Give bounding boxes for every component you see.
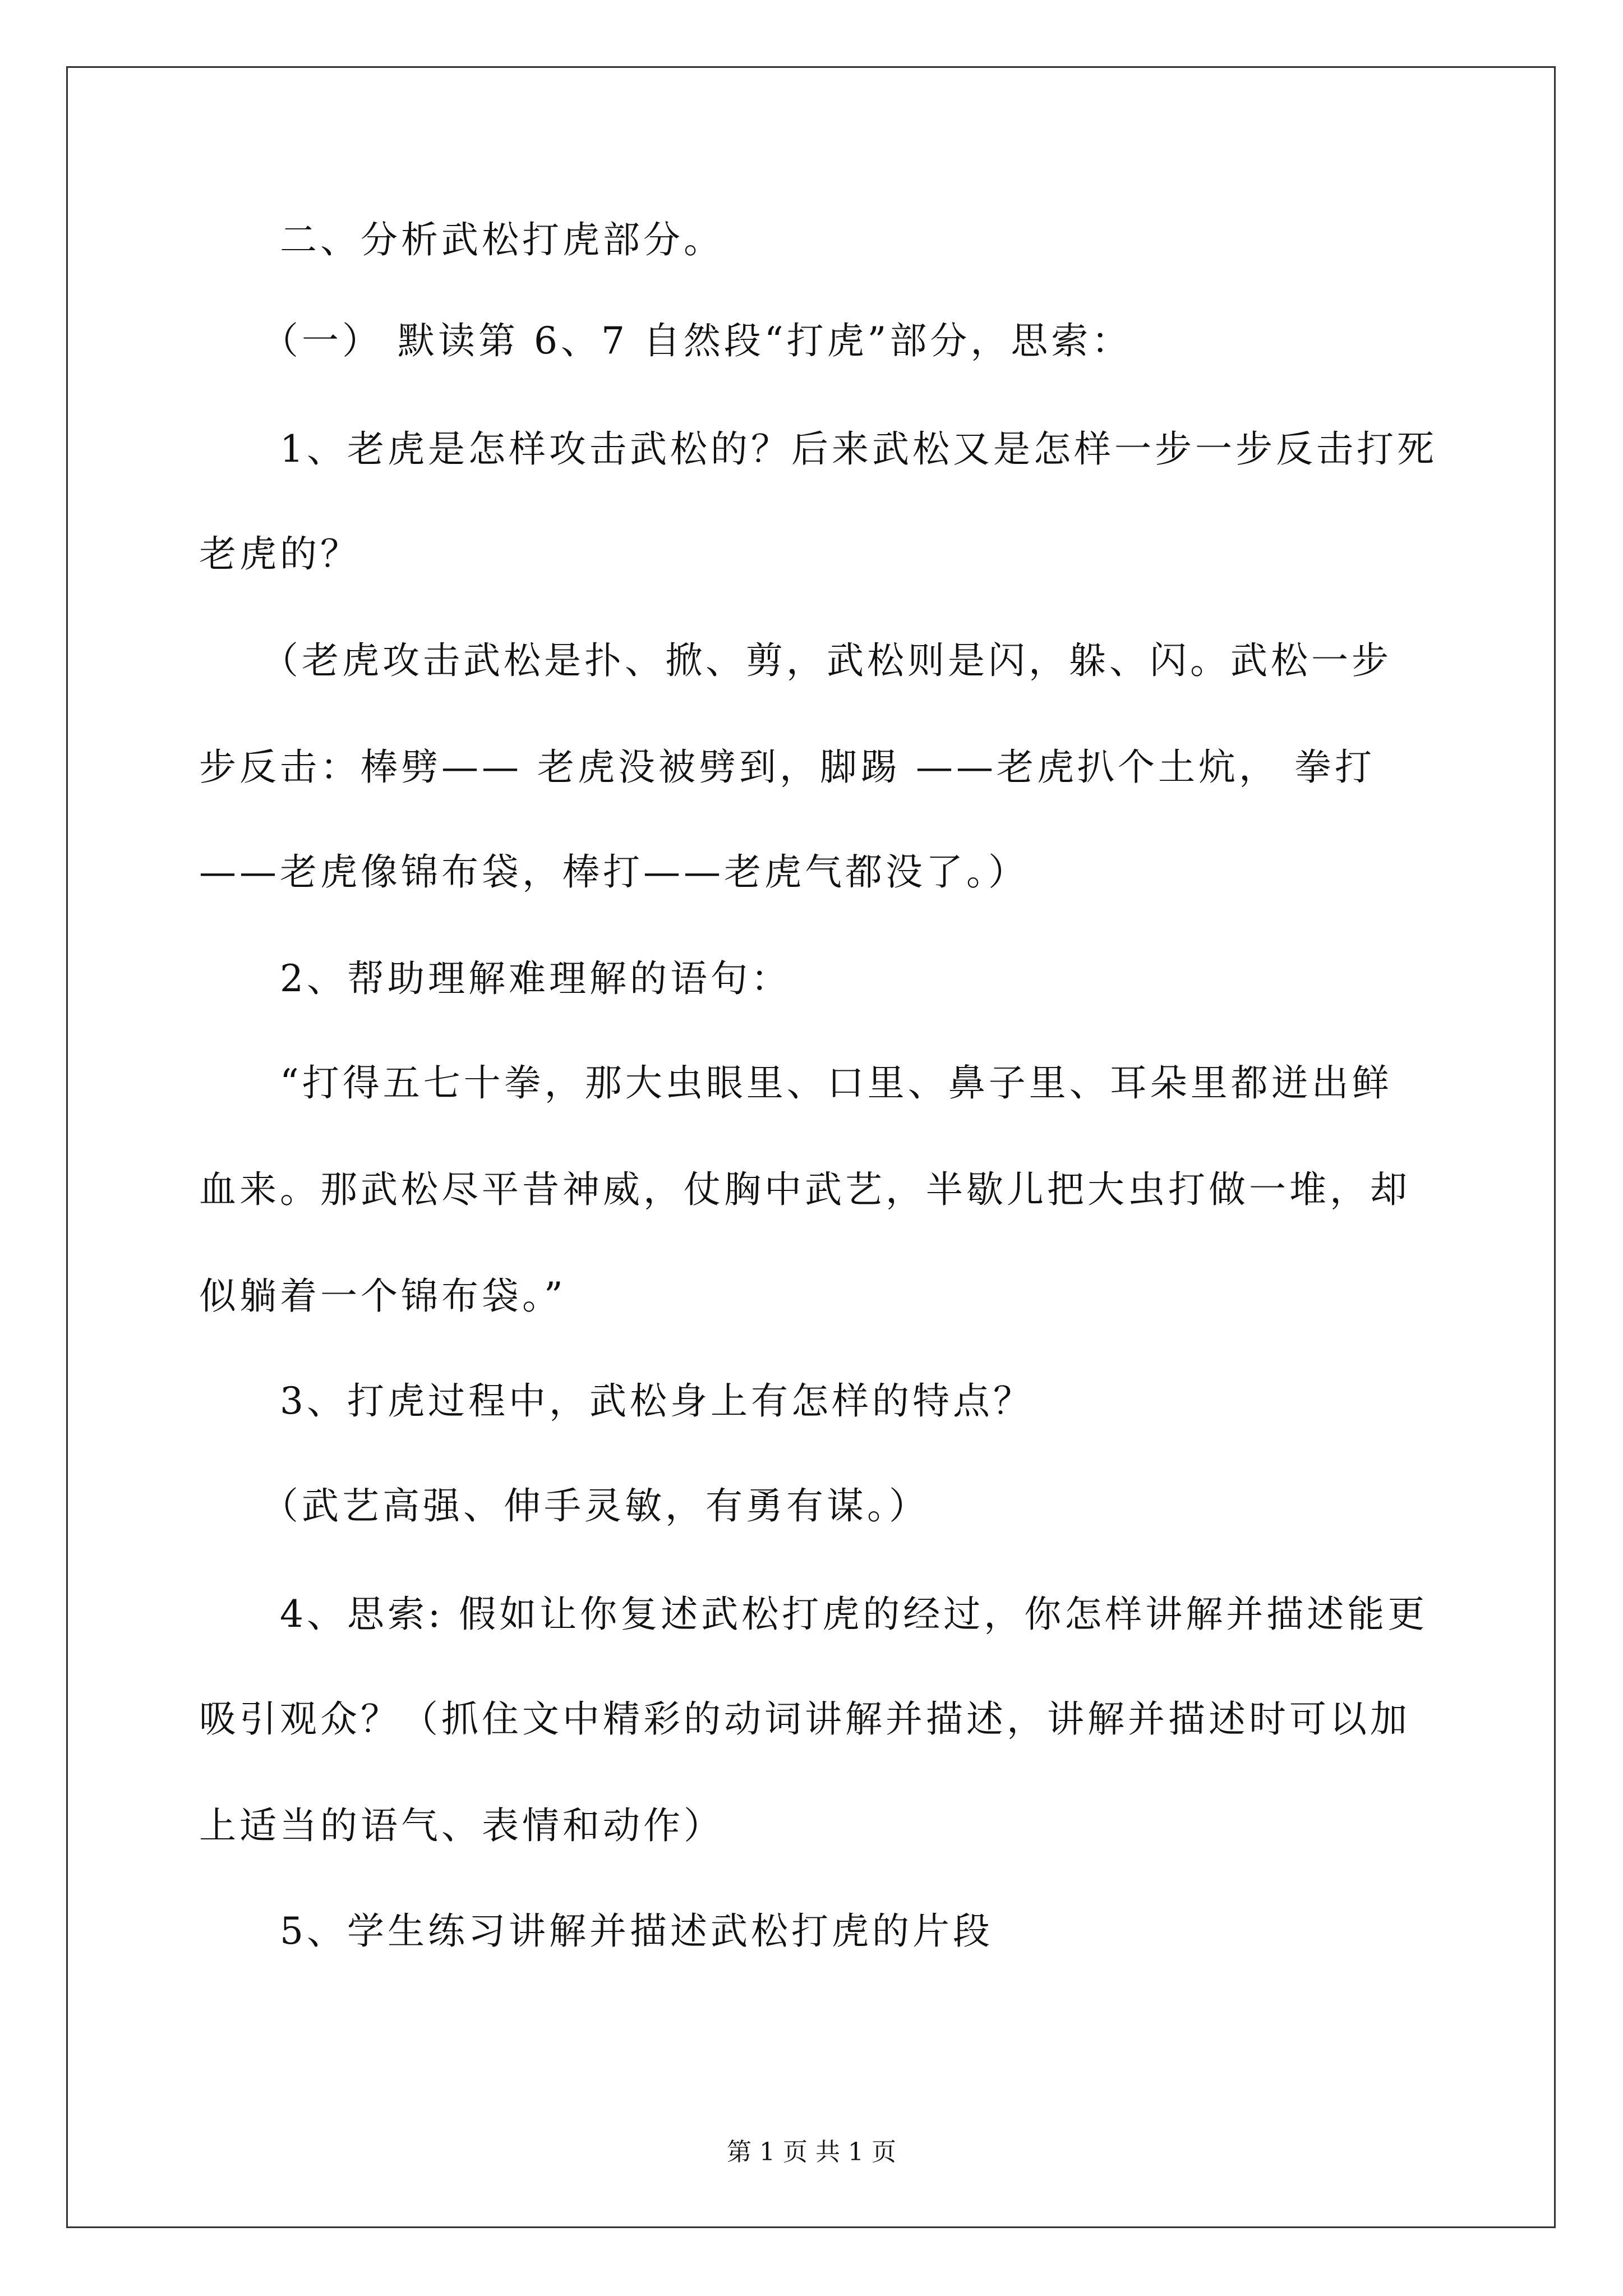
question-4-line-1: 4、思索: 假如让你复述武松打虎的经过，你怎样讲解并描述能更: [199, 1593, 1428, 1636]
quote-line-1: “打得五七十拳，那大虫眼里、口里、鼻子里、耳朵里都迸出鲜: [199, 1061, 1393, 1105]
subsection-heading: （一） 默读第 6、7 自然段“打虎”部分，思索：: [199, 319, 1132, 362]
question-2: 2、帮助理解难理解的语句：: [199, 957, 791, 1000]
page-border: [66, 66, 1556, 2228]
question-4-line-2: 吸引观众？（抓住文中精彩的动词讲解并描述，讲解并描述时可以加: [199, 1697, 1410, 1741]
answer-1-line-2: 步反击：棒劈—— 老虎没被劈到，脚踢 ——老虎扒个土炕， 拳打: [199, 746, 1375, 789]
answer-3: （武艺高强、伸手灵敏，有勇有谋。）: [199, 1484, 929, 1527]
question-1-line-1: 1、老虎是怎样攻击武松的？后来武松又是怎样一步一步反击打死: [199, 427, 1437, 471]
answer-1-line-3: ——老虎像锦布袋，棒打——老虎气都没了。）: [199, 850, 1029, 894]
question-3: 3、打虎过程中，武松身上有怎样的特点？: [199, 1379, 1034, 1423]
page-footer: 第 1 页 共 1 页: [727, 2138, 896, 2166]
question-4-line-3: 上适当的语气、表情和动作）: [199, 1804, 724, 1847]
section-heading: 二、分析武松打虎部分。: [199, 218, 724, 261]
quote-line-2: 血来。那武松尽平昔神威，仗胸中武艺，半歇儿把大虫打做一堆，却: [199, 1168, 1410, 1211]
quote-line-3: 似躺着一个锦布袋。”: [199, 1274, 566, 1318]
question-1-line-2: 老虎的？: [199, 532, 361, 576]
question-5: 5、学生练习讲解并描述武松打虎的片段: [199, 1910, 993, 1953]
answer-1-line-1: （老虎攻击武松是扑、掀、剪，武松则是闪，躲、闪。武松一步: [199, 639, 1392, 682]
